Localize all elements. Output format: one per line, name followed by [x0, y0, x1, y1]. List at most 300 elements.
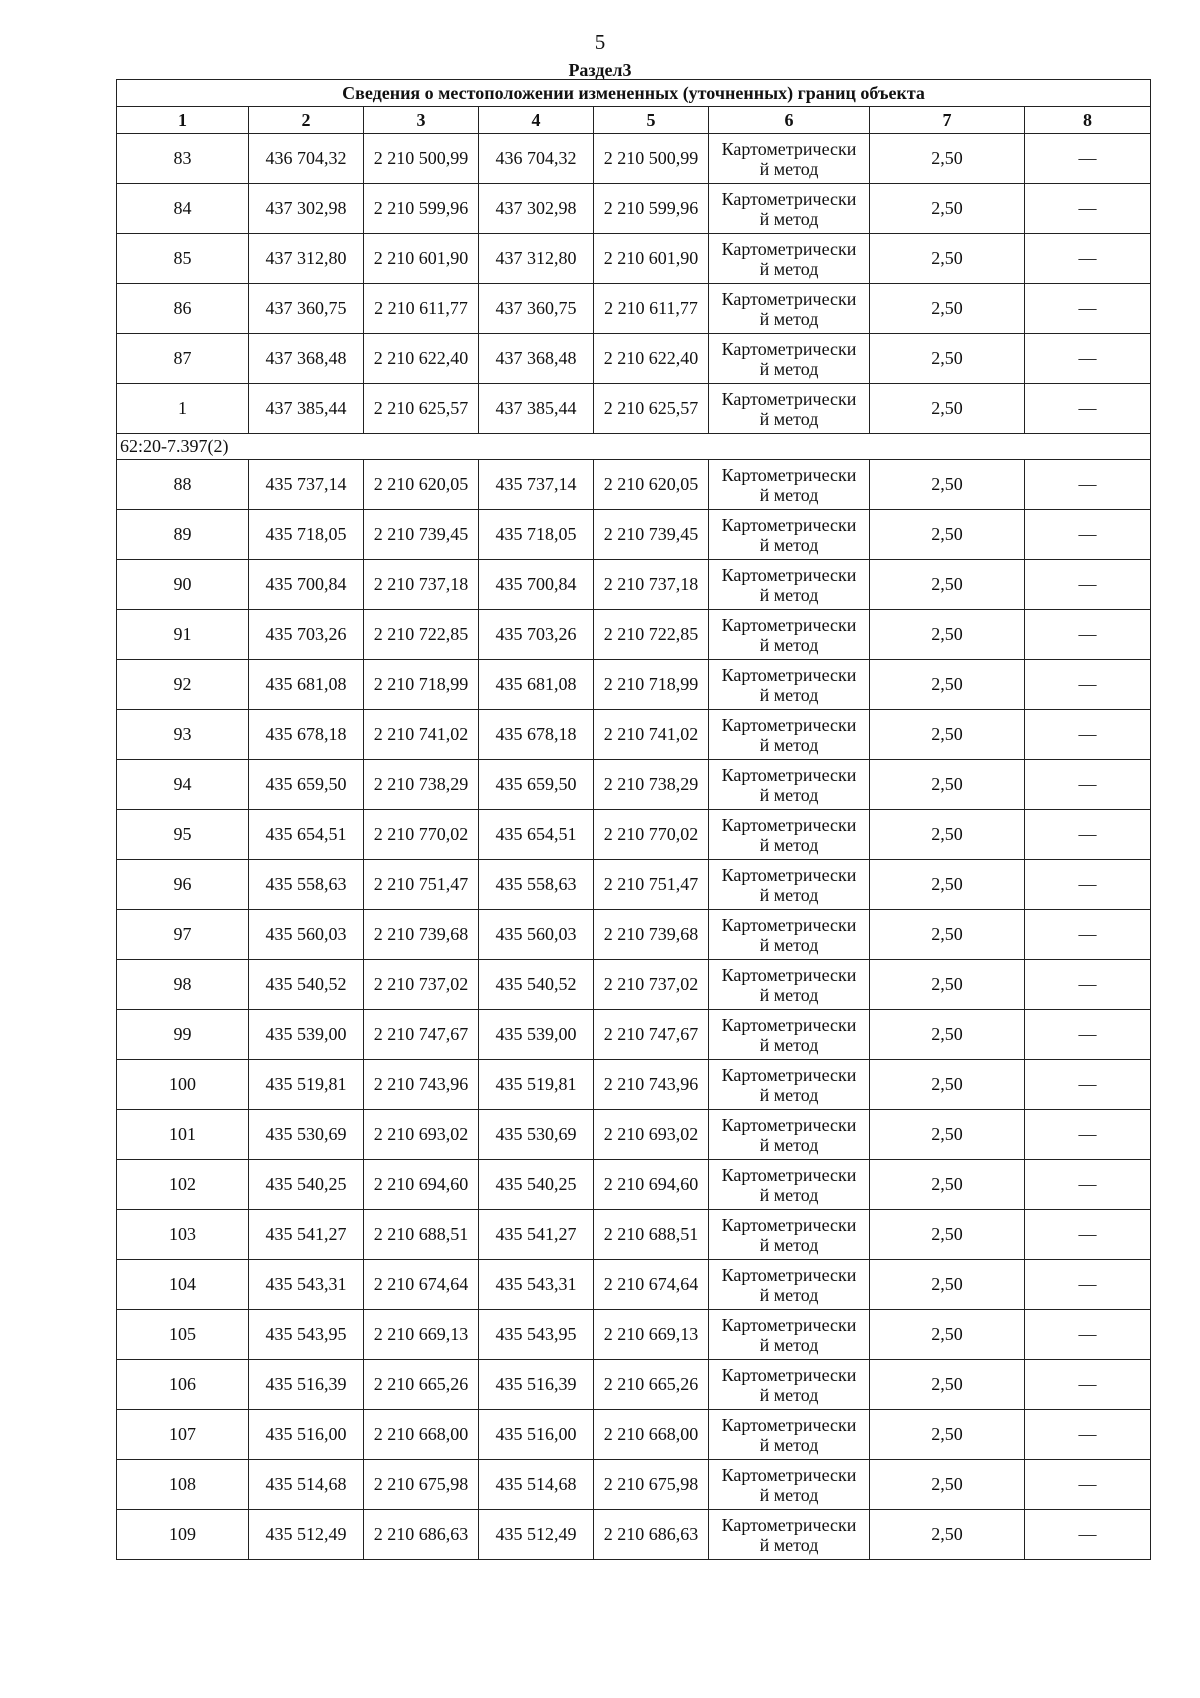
accuracy-cell: 2,50 [870, 184, 1025, 234]
method-cell [709, 960, 870, 1010]
y-coordinate-existing-cell: 2 210 739,68 [364, 910, 479, 960]
table-row [117, 234, 1151, 284]
table-row [117, 1160, 1151, 1210]
section-title: Раздел3 [568, 60, 632, 80]
description-cell: — [1025, 1010, 1151, 1060]
table-row [117, 384, 1151, 434]
method-text-line-2: й метод [759, 884, 819, 905]
x-coordinate-existing-cell: 436 704,32 [249, 134, 364, 184]
x-coordinate-new-cell: 435 543,31 [479, 1260, 594, 1310]
column-number-row [117, 107, 1151, 134]
x-coordinate-existing-cell: 435 718,05 [249, 510, 364, 560]
x-coordinate-existing-cell: 435 654,51 [249, 810, 364, 860]
description-cell: — [1025, 910, 1151, 960]
method-text-line-2: й метод [759, 1034, 819, 1055]
point-number-cell: 90 [117, 560, 249, 610]
y-coordinate-existing-cell: 2 210 620,05 [364, 460, 479, 510]
table-row [117, 1460, 1151, 1510]
description-cell: — [1025, 1060, 1151, 1110]
method-text-line-1: Картометрически [721, 464, 857, 485]
accuracy-cell: 2,50 [870, 1060, 1025, 1110]
x-coordinate-new-cell: 437 385,44 [479, 384, 594, 434]
method-cell [709, 184, 870, 234]
description-cell: — [1025, 1160, 1151, 1210]
point-number-cell: 88 [117, 460, 249, 510]
method-cell [709, 1110, 870, 1160]
method-cell [709, 1460, 870, 1510]
y-coordinate-new-cell: 2 210 674,64 [594, 1260, 709, 1310]
method-cell [709, 1310, 870, 1360]
x-coordinate-existing-cell: 435 541,27 [249, 1210, 364, 1260]
y-coordinate-existing-cell: 2 210 739,45 [364, 510, 479, 560]
description-cell: — [1025, 1110, 1151, 1160]
point-number-cell: 108 [117, 1460, 249, 1510]
table-caption-row [117, 80, 1151, 107]
y-coordinate-existing-cell: 2 210 625,57 [364, 384, 479, 434]
description-cell: — [1025, 134, 1151, 184]
description-cell: — [1025, 1410, 1151, 1460]
method-cell [709, 510, 870, 560]
table-row [117, 710, 1151, 760]
method-text-line-2: й метод [759, 208, 819, 229]
method-text-line-1: Картометрически [721, 564, 857, 585]
method-text-line-1: Картометрически [721, 338, 857, 359]
method-cell [709, 610, 870, 660]
x-coordinate-existing-cell: 435 530,69 [249, 1110, 364, 1160]
point-number-cell: 86 [117, 284, 249, 334]
y-coordinate-new-cell: 2 210 669,13 [594, 1310, 709, 1360]
method-cell [709, 234, 870, 284]
x-coordinate-new-cell: 437 360,75 [479, 284, 594, 334]
x-coordinate-existing-cell: 435 659,50 [249, 760, 364, 810]
x-coordinate-new-cell: 435 654,51 [479, 810, 594, 860]
y-coordinate-existing-cell: 2 210 694,60 [364, 1160, 479, 1210]
method-text-line-1: Картометрически [721, 388, 857, 409]
method-text-line-2: й метод [759, 984, 819, 1005]
method-text-line-2: й метод [759, 1184, 819, 1205]
description-cell: — [1025, 460, 1151, 510]
accuracy-cell: 2,50 [870, 660, 1025, 710]
y-coordinate-new-cell: 2 210 743,96 [594, 1060, 709, 1110]
method-text-line-2: й метод [759, 734, 819, 755]
y-coordinate-existing-cell: 2 210 622,40 [364, 334, 479, 384]
description-cell: — [1025, 510, 1151, 560]
x-coordinate-existing-cell: 435 737,14 [249, 460, 364, 510]
y-coordinate-existing-cell: 2 210 688,51 [364, 1210, 479, 1260]
method-text-line-1: Картометрически [721, 1114, 857, 1135]
method-text-line-1: Картометрически [721, 1064, 857, 1085]
y-coordinate-new-cell: 2 210 718,99 [594, 660, 709, 710]
x-coordinate-new-cell: 435 718,05 [479, 510, 594, 560]
x-coordinate-new-cell: 437 312,80 [479, 234, 594, 284]
x-coordinate-existing-cell: 435 558,63 [249, 860, 364, 910]
table-row [117, 760, 1151, 810]
method-text-line-1: Картометрически [721, 514, 857, 535]
y-coordinate-new-cell: 2 210 668,00 [594, 1410, 709, 1460]
table-row [117, 1360, 1151, 1410]
point-number-cell: 93 [117, 710, 249, 760]
y-coordinate-existing-cell: 2 210 686,63 [364, 1510, 479, 1560]
accuracy-cell: 2,50 [870, 134, 1025, 184]
method-text-line-1: Картометрически [721, 664, 857, 685]
column-number: 8 [1025, 107, 1151, 134]
method-text-line-1: Картометрически [721, 188, 857, 209]
method-cell [709, 1360, 870, 1410]
accuracy-cell: 2,50 [870, 1210, 1025, 1260]
point-number-cell: 95 [117, 810, 249, 860]
y-coordinate-existing-cell: 2 210 722,85 [364, 610, 479, 660]
y-coordinate-existing-cell: 2 210 693,02 [364, 1110, 479, 1160]
point-number-cell: 83 [117, 134, 249, 184]
x-coordinate-existing-cell: 437 302,98 [249, 184, 364, 234]
y-coordinate-new-cell: 2 210 622,40 [594, 334, 709, 384]
method-cell [709, 660, 870, 710]
table-row [117, 1310, 1151, 1360]
method-text-line-1: Картометрически [721, 1214, 857, 1235]
description-cell: — [1025, 710, 1151, 760]
method-text-line-1: Картометрически [721, 1414, 857, 1435]
method-text-line-1: Картометрически [721, 964, 857, 985]
description-cell: — [1025, 1360, 1151, 1410]
table-row [117, 960, 1151, 1010]
x-coordinate-new-cell: 435 541,27 [479, 1210, 594, 1260]
table-row [117, 460, 1151, 510]
accuracy-cell: 2,50 [870, 910, 1025, 960]
x-coordinate-new-cell: 436 704,32 [479, 134, 594, 184]
method-text-line-2: й метод [759, 1434, 819, 1455]
y-coordinate-existing-cell: 2 210 674,64 [364, 1260, 479, 1310]
table-row [117, 610, 1151, 660]
table-row [117, 334, 1151, 384]
description-cell: — [1025, 960, 1151, 1010]
accuracy-cell: 2,50 [870, 334, 1025, 384]
table-row [117, 560, 1151, 610]
table-caption: Сведения о местоположении измененных (уточненных) границ объекта [117, 80, 1151, 107]
point-number-cell: 106 [117, 1360, 249, 1410]
point-number-cell: 97 [117, 910, 249, 960]
accuracy-cell: 2,50 [870, 1260, 1025, 1310]
method-text-line-1: Картометрически [721, 238, 857, 259]
method-text-line-2: й метод [759, 158, 819, 179]
table-row [117, 134, 1151, 184]
y-coordinate-existing-cell: 2 210 611,77 [364, 284, 479, 334]
description-cell: — [1025, 334, 1151, 384]
y-coordinate-new-cell: 2 210 688,51 [594, 1210, 709, 1260]
y-coordinate-existing-cell: 2 210 751,47 [364, 860, 479, 910]
x-coordinate-existing-cell: 435 516,39 [249, 1360, 364, 1410]
point-number-cell: 85 [117, 234, 249, 284]
page-number: 5 [594, 30, 606, 54]
method-text-line-1: Картометрически [721, 864, 857, 885]
accuracy-cell: 2,50 [870, 610, 1025, 660]
description-cell: — [1025, 660, 1151, 710]
table-row [117, 1060, 1151, 1110]
y-coordinate-existing-cell: 2 210 718,99 [364, 660, 479, 710]
description-cell: — [1025, 234, 1151, 284]
y-coordinate-existing-cell: 2 210 601,90 [364, 234, 479, 284]
y-coordinate-new-cell: 2 210 737,18 [594, 560, 709, 610]
description-cell: — [1025, 1510, 1151, 1560]
x-coordinate-new-cell: 435 681,08 [479, 660, 594, 710]
x-coordinate-existing-cell: 435 543,31 [249, 1260, 364, 1310]
description-cell: — [1025, 1210, 1151, 1260]
point-number-cell: 109 [117, 1510, 249, 1560]
y-coordinate-new-cell: 2 210 665,26 [594, 1360, 709, 1410]
x-coordinate-existing-cell: 435 514,68 [249, 1460, 364, 1510]
x-coordinate-existing-cell: 435 678,18 [249, 710, 364, 760]
x-coordinate-existing-cell: 435 681,08 [249, 660, 364, 710]
method-text-line-2: й метод [759, 1484, 819, 1505]
description-cell: — [1025, 860, 1151, 910]
point-number-cell: 100 [117, 1060, 249, 1110]
method-text-line-2: й метод [759, 834, 819, 855]
table-row [117, 860, 1151, 910]
y-coordinate-new-cell: 2 210 675,98 [594, 1460, 709, 1510]
method-text-line-2: й метод [759, 1284, 819, 1305]
column-number: 6 [709, 107, 870, 134]
x-coordinate-existing-cell: 435 540,25 [249, 1160, 364, 1210]
method-cell [709, 1060, 870, 1110]
method-text-line-1: Картометрически [721, 1514, 857, 1535]
method-text-line-2: й метод [759, 684, 819, 705]
accuracy-cell: 2,50 [870, 760, 1025, 810]
boundary-coordinates-table [116, 79, 1151, 1560]
accuracy-cell: 2,50 [870, 234, 1025, 284]
method-text-line-1: Картометрически [721, 1314, 857, 1335]
method-cell [709, 710, 870, 760]
accuracy-cell: 2,50 [870, 284, 1025, 334]
column-number: 1 [117, 107, 249, 134]
method-text-line-2: й метод [759, 934, 819, 955]
table-row [117, 1110, 1151, 1160]
method-cell [709, 560, 870, 610]
y-coordinate-new-cell: 2 210 751,47 [594, 860, 709, 910]
point-number-cell: 101 [117, 1110, 249, 1160]
description-cell: — [1025, 1310, 1151, 1360]
accuracy-cell: 2,50 [870, 810, 1025, 860]
method-cell [709, 134, 870, 184]
column-number: 7 [870, 107, 1025, 134]
table-body [117, 80, 1151, 1560]
method-text-line-2: й метод [759, 408, 819, 429]
y-coordinate-new-cell: 2 210 601,90 [594, 234, 709, 284]
point-number-cell: 1 [117, 384, 249, 434]
accuracy-cell: 2,50 [870, 1510, 1025, 1560]
y-coordinate-existing-cell: 2 210 738,29 [364, 760, 479, 810]
x-coordinate-existing-cell: 437 368,48 [249, 334, 364, 384]
method-cell [709, 1510, 870, 1560]
x-coordinate-new-cell: 435 530,69 [479, 1110, 594, 1160]
accuracy-cell: 2,50 [870, 384, 1025, 434]
method-text-line-2: й метод [759, 308, 819, 329]
table-row [117, 1260, 1151, 1310]
table-row [117, 1010, 1151, 1060]
point-number-cell: 99 [117, 1010, 249, 1060]
point-number-cell: 98 [117, 960, 249, 1010]
method-cell [709, 1210, 870, 1260]
method-cell [709, 334, 870, 384]
description-cell: — [1025, 560, 1151, 610]
x-coordinate-new-cell: 435 540,25 [479, 1160, 594, 1210]
y-coordinate-existing-cell: 2 210 665,26 [364, 1360, 479, 1410]
method-text-line-1: Картометрически [721, 814, 857, 835]
table-row [117, 284, 1151, 334]
method-text-line-2: й метод [759, 258, 819, 279]
method-text-line-1: Картометрически [721, 288, 857, 309]
method-cell [709, 1160, 870, 1210]
method-text-line-1: Картометрически [721, 764, 857, 785]
y-coordinate-existing-cell: 2 210 500,99 [364, 134, 479, 184]
x-coordinate-new-cell: 435 514,68 [479, 1460, 594, 1510]
method-text-line-1: Картометрически [721, 614, 857, 635]
y-coordinate-new-cell: 2 210 737,02 [594, 960, 709, 1010]
y-coordinate-new-cell: 2 210 620,05 [594, 460, 709, 510]
table-row [117, 1510, 1151, 1560]
method-text-line-2: й метод [759, 1384, 819, 1405]
accuracy-cell: 2,50 [870, 510, 1025, 560]
x-coordinate-new-cell: 435 678,18 [479, 710, 594, 760]
method-cell [709, 384, 870, 434]
method-cell [709, 760, 870, 810]
point-number-cell: 96 [117, 860, 249, 910]
y-coordinate-new-cell: 2 210 722,85 [594, 610, 709, 660]
y-coordinate-new-cell: 2 210 739,45 [594, 510, 709, 560]
table-row [117, 660, 1151, 710]
table-row [117, 910, 1151, 960]
point-number-cell: 92 [117, 660, 249, 710]
y-coordinate-existing-cell: 2 210 669,13 [364, 1310, 479, 1360]
y-coordinate-existing-cell: 2 210 770,02 [364, 810, 479, 860]
x-coordinate-existing-cell: 435 519,81 [249, 1060, 364, 1110]
method-cell [709, 1410, 870, 1460]
table-row [117, 1410, 1151, 1460]
y-coordinate-existing-cell: 2 210 737,02 [364, 960, 479, 1010]
accuracy-cell: 2,50 [870, 1310, 1025, 1360]
method-text-line-2: й метод [759, 784, 819, 805]
method-text-line-1: Картометрически [721, 138, 857, 159]
y-coordinate-new-cell: 2 210 770,02 [594, 810, 709, 860]
method-text-line-2: й метод [759, 1534, 819, 1555]
group-row [117, 434, 1151, 460]
table-row [117, 510, 1151, 560]
x-coordinate-new-cell: 435 540,52 [479, 960, 594, 1010]
point-number-cell: 89 [117, 510, 249, 560]
method-text-line-1: Картометрически [721, 1464, 857, 1485]
x-coordinate-new-cell: 435 519,81 [479, 1060, 594, 1110]
point-number-cell: 103 [117, 1210, 249, 1260]
accuracy-cell: 2,50 [870, 1410, 1025, 1460]
description-cell: — [1025, 1460, 1151, 1510]
description-cell: — [1025, 760, 1151, 810]
point-number-cell: 102 [117, 1160, 249, 1210]
accuracy-cell: 2,50 [870, 1160, 1025, 1210]
description-cell: — [1025, 184, 1151, 234]
x-coordinate-existing-cell: 435 700,84 [249, 560, 364, 610]
y-coordinate-existing-cell: 2 210 599,96 [364, 184, 479, 234]
x-coordinate-new-cell: 435 560,03 [479, 910, 594, 960]
x-coordinate-existing-cell: 435 512,49 [249, 1510, 364, 1560]
method-cell [709, 460, 870, 510]
x-coordinate-new-cell: 435 659,50 [479, 760, 594, 810]
x-coordinate-existing-cell: 435 540,52 [249, 960, 364, 1010]
description-cell: — [1025, 610, 1151, 660]
x-coordinate-existing-cell: 435 539,00 [249, 1010, 364, 1060]
x-coordinate-new-cell: 435 539,00 [479, 1010, 594, 1060]
method-text-line-2: й метод [759, 634, 819, 655]
method-cell [709, 810, 870, 860]
x-coordinate-new-cell: 435 737,14 [479, 460, 594, 510]
x-coordinate-new-cell: 435 543,95 [479, 1310, 594, 1360]
accuracy-cell: 2,50 [870, 860, 1025, 910]
x-coordinate-existing-cell: 435 543,95 [249, 1310, 364, 1360]
x-coordinate-new-cell: 435 703,26 [479, 610, 594, 660]
accuracy-cell: 2,50 [870, 1110, 1025, 1160]
cadastral-part-label: 62:20-7.397(2) [117, 434, 1151, 460]
method-text-line-2: й метод [759, 484, 819, 505]
x-coordinate-existing-cell: 435 560,03 [249, 910, 364, 960]
description-cell: — [1025, 384, 1151, 434]
method-text-line-1: Картометрически [721, 1164, 857, 1185]
accuracy-cell: 2,50 [870, 1010, 1025, 1060]
method-text-line-1: Картометрически [721, 1014, 857, 1035]
x-coordinate-new-cell: 435 558,63 [479, 860, 594, 910]
y-coordinate-existing-cell: 2 210 668,00 [364, 1410, 479, 1460]
method-text-line-1: Картометрически [721, 914, 857, 935]
point-number-cell: 84 [117, 184, 249, 234]
x-coordinate-existing-cell: 437 385,44 [249, 384, 364, 434]
y-coordinate-new-cell: 2 210 693,02 [594, 1110, 709, 1160]
point-number-cell: 91 [117, 610, 249, 660]
column-number: 4 [479, 107, 594, 134]
x-coordinate-new-cell: 435 512,49 [479, 1510, 594, 1560]
method-text-line-2: й метод [759, 1084, 819, 1105]
accuracy-cell: 2,50 [870, 1360, 1025, 1410]
accuracy-cell: 2,50 [870, 560, 1025, 610]
method-cell [709, 860, 870, 910]
method-cell [709, 284, 870, 334]
x-coordinate-existing-cell: 435 516,00 [249, 1410, 364, 1460]
point-number-cell: 105 [117, 1310, 249, 1360]
method-text-line-1: Картометрически [721, 1264, 857, 1285]
description-cell: — [1025, 284, 1151, 334]
table-row [117, 1210, 1151, 1260]
method-text-line-2: й метод [759, 1234, 819, 1255]
table-row [117, 810, 1151, 860]
description-cell: — [1025, 810, 1151, 860]
y-coordinate-new-cell: 2 210 500,99 [594, 134, 709, 184]
y-coordinate-new-cell: 2 210 747,67 [594, 1010, 709, 1060]
y-coordinate-existing-cell: 2 210 675,98 [364, 1460, 479, 1510]
y-coordinate-new-cell: 2 210 599,96 [594, 184, 709, 234]
accuracy-cell: 2,50 [870, 960, 1025, 1010]
point-number-cell: 87 [117, 334, 249, 384]
y-coordinate-existing-cell: 2 210 737,18 [364, 560, 479, 610]
method-cell [709, 1010, 870, 1060]
x-coordinate-new-cell: 437 368,48 [479, 334, 594, 384]
y-coordinate-new-cell: 2 210 739,68 [594, 910, 709, 960]
table-row [117, 184, 1151, 234]
column-number: 3 [364, 107, 479, 134]
y-coordinate-existing-cell: 2 210 747,67 [364, 1010, 479, 1060]
x-coordinate-existing-cell: 435 703,26 [249, 610, 364, 660]
y-coordinate-new-cell: 2 210 686,63 [594, 1510, 709, 1560]
column-number: 5 [594, 107, 709, 134]
method-text-line-2: й метод [759, 534, 819, 555]
y-coordinate-new-cell: 2 210 611,77 [594, 284, 709, 334]
x-coordinate-new-cell: 435 700,84 [479, 560, 594, 610]
y-coordinate-new-cell: 2 210 625,57 [594, 384, 709, 434]
accuracy-cell: 2,50 [870, 1460, 1025, 1510]
